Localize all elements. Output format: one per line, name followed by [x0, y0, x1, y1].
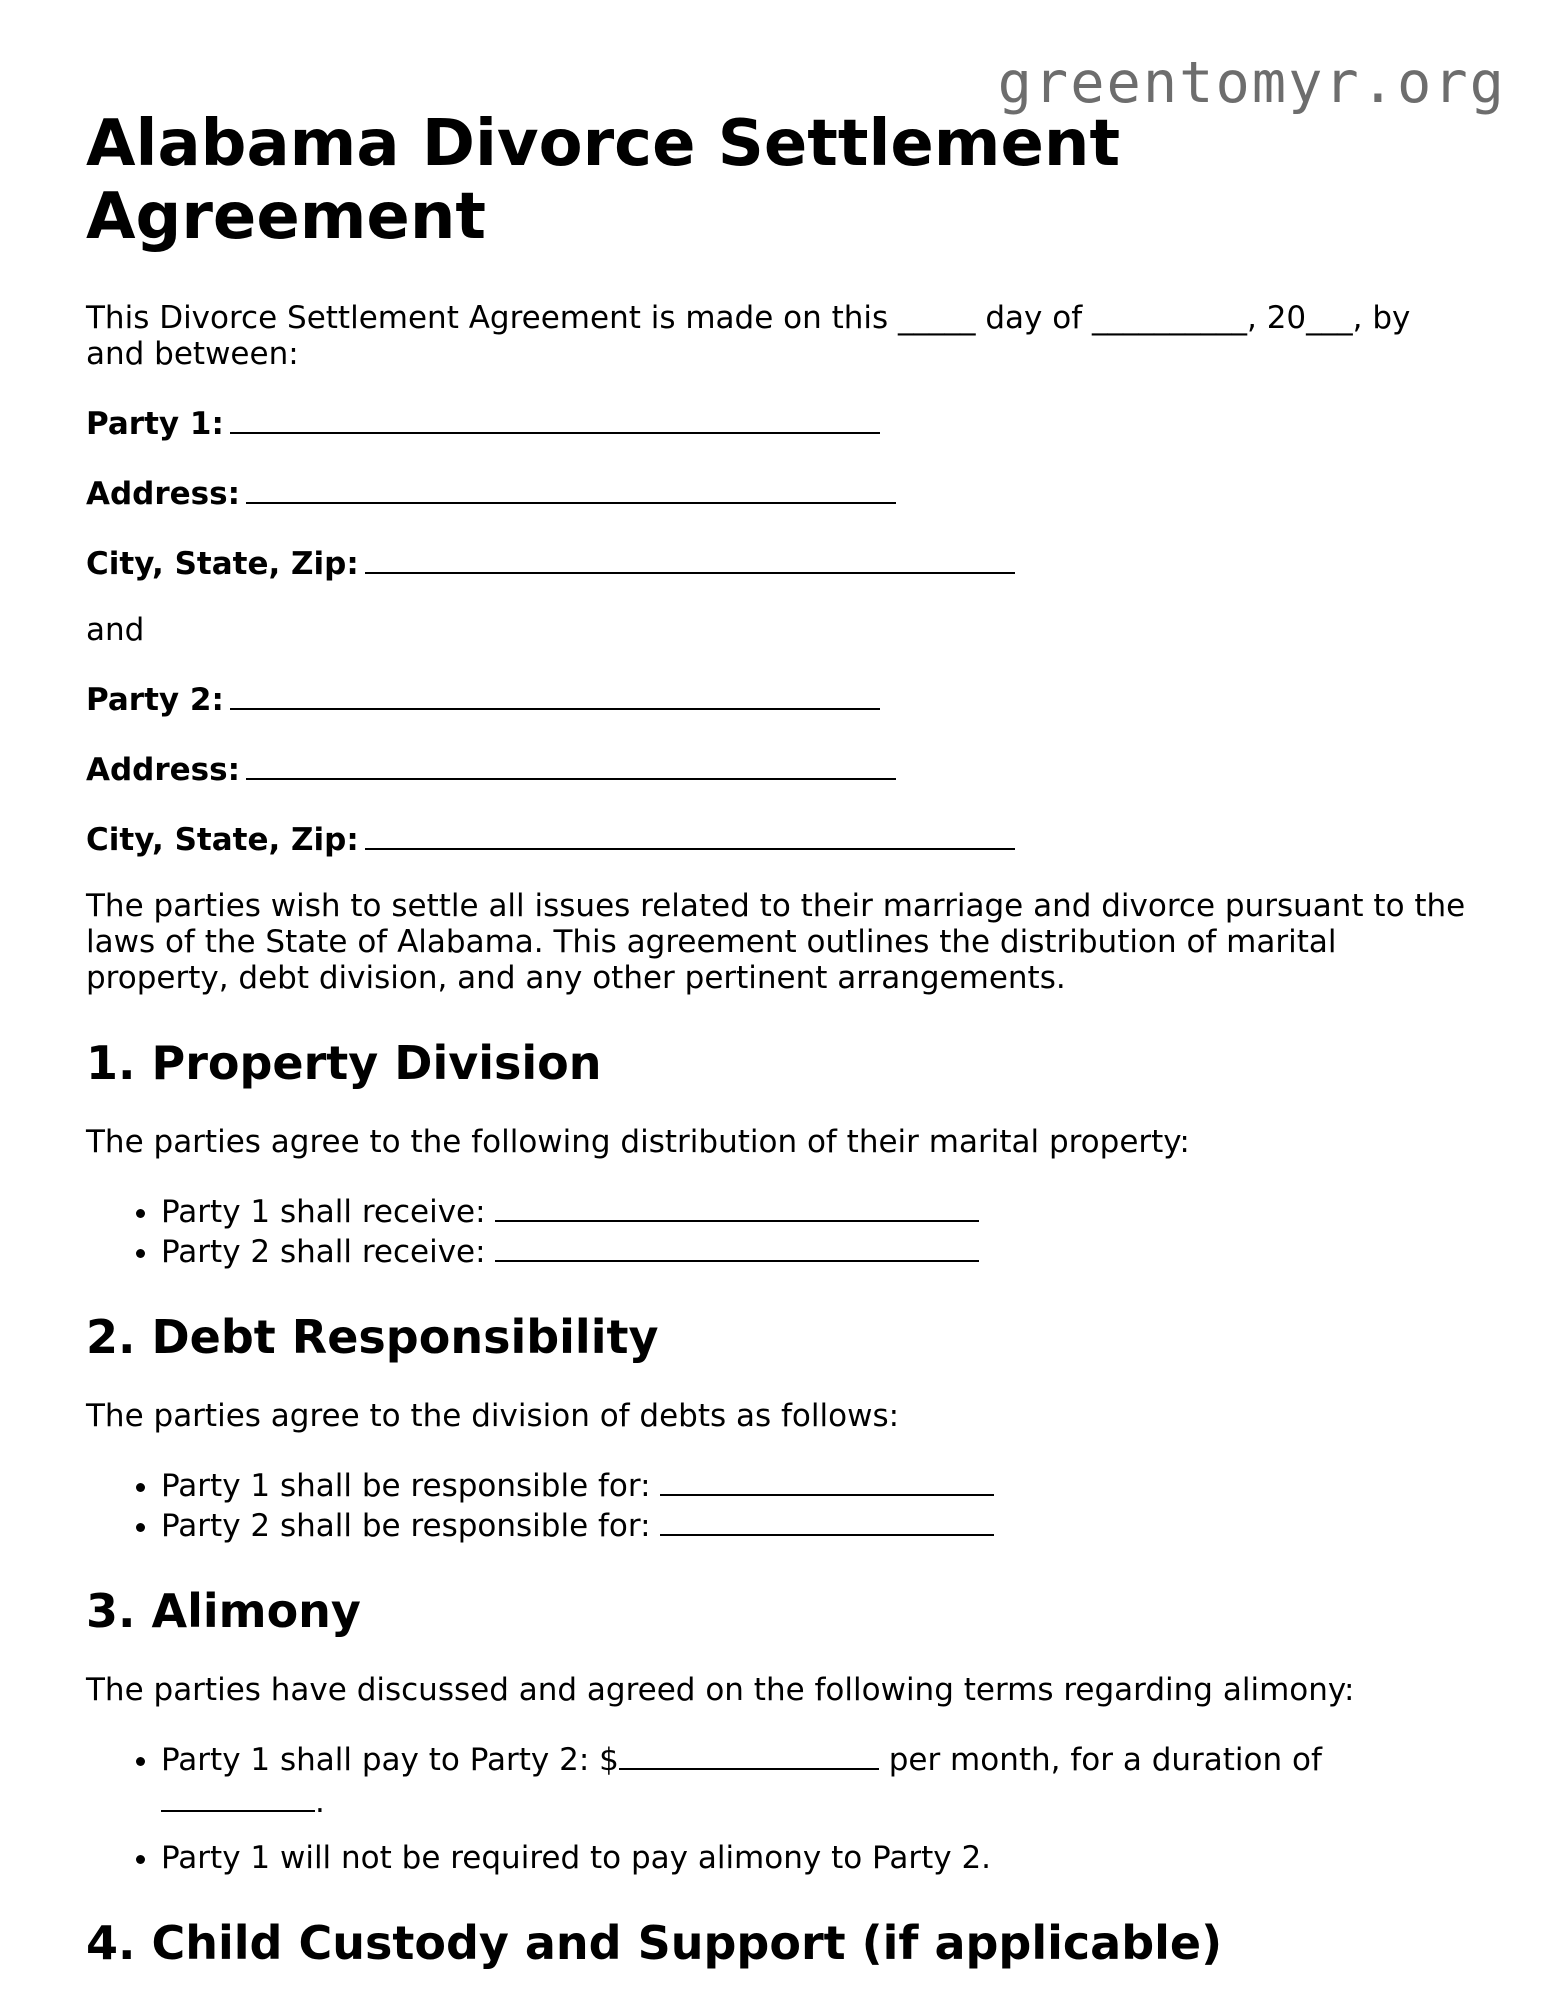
property-party2-blank[interactable]: [495, 1230, 979, 1262]
section-alimony-intro: The parties have discussed and agreed on the following terms regarding alimony:: [86, 1672, 1355, 1708]
debt-list: [86, 1464, 1476, 1544]
list-item: [161, 1190, 1476, 1230]
party2-city-blank[interactable]: [365, 818, 1015, 850]
party1-city-field[interactable]: [86, 542, 1476, 582]
list-item: [161, 1504, 1476, 1544]
section-debt-intro: The parties agree to the division of debts as follows:: [86, 1398, 900, 1434]
alimony-pay-prefix: Party 1 shall pay to Party 2: $: [161, 1742, 619, 1778]
party1-address-label: Address:: [86, 476, 240, 512]
alimony-pay-middle: per month, for a duration of: [878, 1742, 1322, 1778]
party2-city-label: City, State, Zip:: [86, 822, 359, 858]
purpose-paragraph: The parties wish to settle all issues related to their marriage and divorce pursuant to the laws of the State of Alabama. This agreement outlines the distribution of marital property, debt division, and any other pertinent arrangements.: [86, 888, 1466, 996]
alimony-amount-blank[interactable]: [619, 1738, 879, 1770]
alimony-pay-suffix: .: [315, 1784, 325, 1820]
document-title: Alabama Divorce Settlement Agreement: [86, 107, 1121, 254]
section-alimony-heading: 3. Alimony: [86, 1584, 361, 1638]
party2-name-field[interactable]: [86, 678, 1476, 718]
party1-name-field[interactable]: [86, 402, 1476, 442]
intro-paragraph: This Divorce Settlement Agreement is made on this _____ day of __________, 20___, by and between:: [86, 300, 1411, 372]
section-property-heading: 1. Property Division: [86, 1036, 602, 1090]
debt-party2-blank[interactable]: [660, 1504, 994, 1536]
section-debt-heading: 2. Debt Responsibility: [86, 1310, 659, 1364]
debt-party2-label: Party 2 shall be responsible for:: [161, 1508, 651, 1544]
party2-city-field[interactable]: [86, 818, 1476, 858]
alimony-duration-blank[interactable]: [161, 1780, 315, 1812]
debt-party1-blank[interactable]: [660, 1464, 994, 1496]
party1-name-label: Party 1:: [86, 406, 224, 442]
document-page: [86, 108, 1476, 1970]
party1-name-blank[interactable]: [230, 402, 880, 434]
watermark: greentomyr.org: [997, 50, 1506, 116]
party2-name-label: Party 2:: [86, 682, 224, 718]
debt-party1-label: Party 1 shall be responsible for:: [161, 1468, 651, 1504]
party2-address-field[interactable]: [86, 748, 1476, 788]
list-item: [161, 1464, 1476, 1504]
party2-address-label: Address:: [86, 752, 240, 788]
party2-address-blank[interactable]: [246, 748, 896, 780]
alimony-list: [86, 1738, 1476, 1876]
party1-address-blank[interactable]: [246, 472, 896, 504]
list-item: [161, 1840, 1476, 1876]
party1-city-blank[interactable]: [365, 542, 1015, 574]
party1-city-label: City, State, Zip:: [86, 546, 359, 582]
alimony-none-text: Party 1 will not be required to pay alimony to Party 2.: [161, 1840, 992, 1876]
property-party2-label: Party 2 shall receive:: [161, 1234, 486, 1270]
property-party1-blank[interactable]: [495, 1190, 979, 1222]
list-item: [161, 1738, 1476, 1822]
property-list: [86, 1190, 1476, 1270]
section-property-intro: The parties agree to the following distribution of their marital property:: [86, 1124, 1190, 1160]
list-item: [161, 1230, 1476, 1270]
section-custody-heading: 4. Child Custody and Support (if applicable): [86, 1916, 1223, 1970]
party1-address-field[interactable]: [86, 472, 1476, 512]
and-text: and: [86, 612, 145, 648]
property-party1-label: Party 1 shall receive:: [161, 1194, 486, 1230]
party2-name-blank[interactable]: [230, 678, 880, 710]
